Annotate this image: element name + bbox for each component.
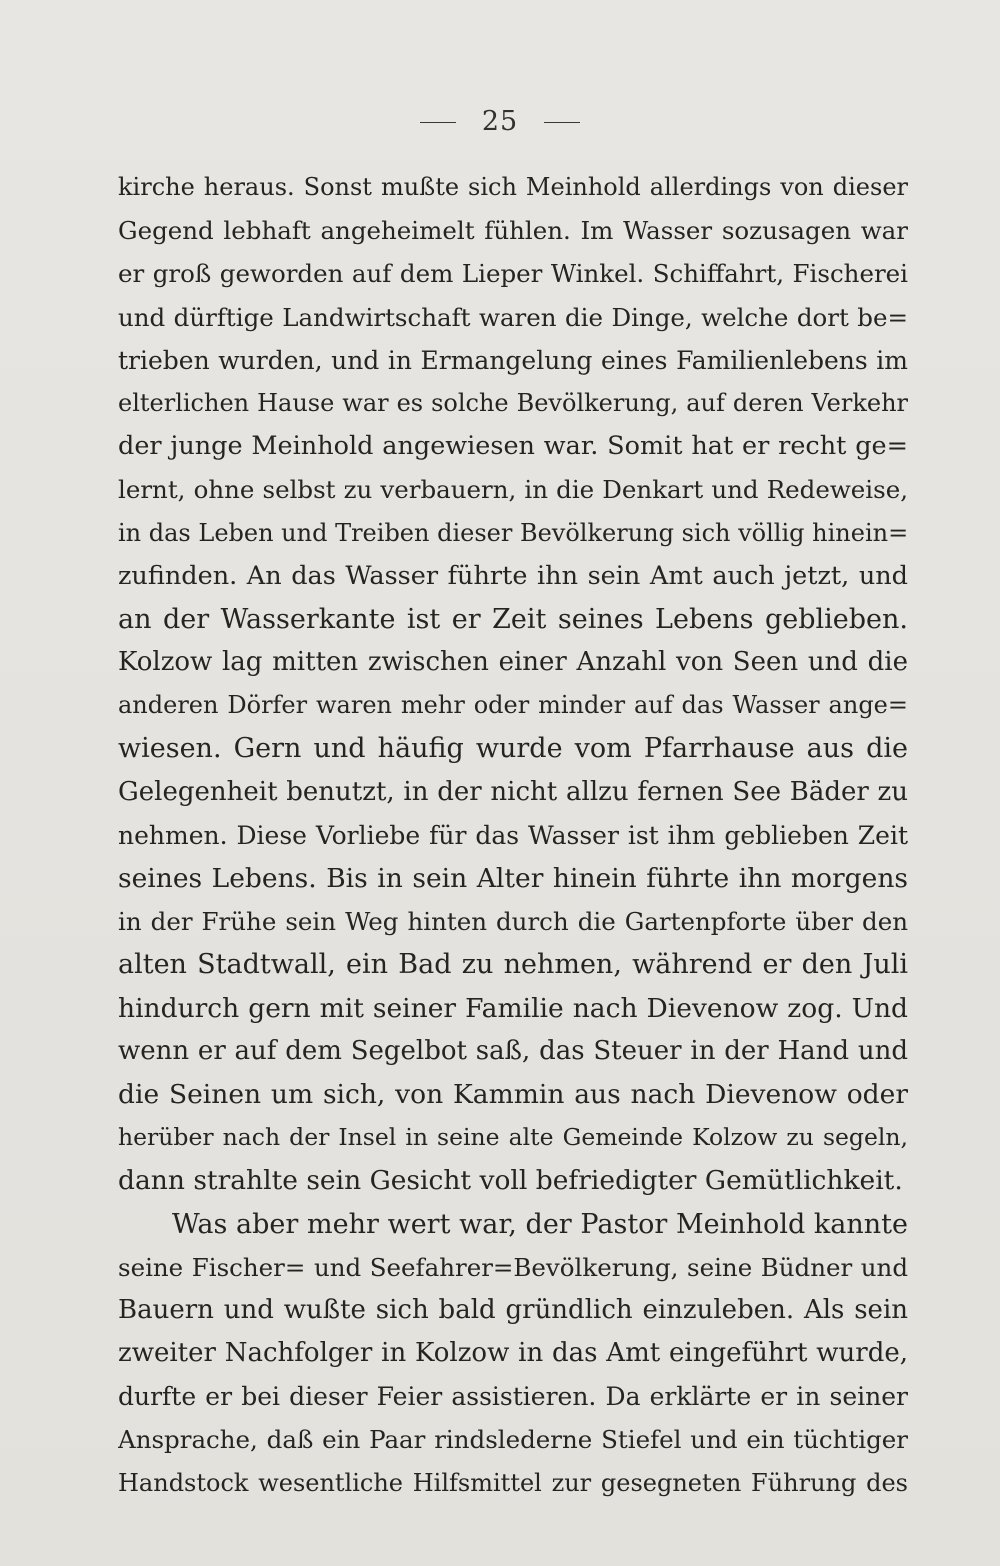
text-line: durfte er bei dieser Feier assistieren. Da erklärte er in seiner: [118, 1382, 908, 1412]
text-line: seine Fischer= und Seefahrer=Bevölkerung, seine Büdner und: [118, 1252, 908, 1282]
text-line-paragraph-start: Was aber mehr wert war, der Pastor Meinhold kannte: [172, 1208, 908, 1240]
page-number: 25: [481, 106, 519, 137]
text-line: Gelegenheit benutzt, in der nicht allzu fernen See Bäder zu: [118, 776, 908, 807]
header-dash-right: [544, 122, 580, 124]
text-line: wiesen. Gern und häufig wurde vom Pfarrhause aus die: [118, 733, 908, 765]
text-line: Kolzow lag mitten zwischen einer Anzahl von Seen und die: [118, 647, 908, 678]
text-line: wenn er auf dem Segelbot saß, das Steuer in der Hand und: [118, 1035, 908, 1066]
text-line: dann strahlte sein Gesicht voll befriedigter Gemütlichkeit.: [118, 1165, 903, 1197]
text-line: Handstock wesentliche Hilfsmittel zur gesegneten Führung des: [118, 1468, 908, 1497]
text-line: alten Stadtwall, ein Bad zu nehmen, während er den Juli: [118, 949, 908, 981]
header-dash-left: [420, 122, 456, 124]
text-line: an der Wasserkante ist er Zeit seines Lebens geblieben.: [118, 603, 908, 635]
text-line: elterlichen Hause war es solche Bevölkerung, auf deren Verkehr: [118, 388, 908, 417]
text-line: zweiter Nachfolger in Kolzow in das Amt eingeführt wurde,: [118, 1338, 908, 1369]
text-line: er groß geworden auf dem Lieper Winkel. Schiffahrt, Fischerei: [118, 259, 908, 289]
text-line: lernt, ohne selbst zu verbauern, in die Denkart und Redeweise,: [118, 475, 908, 505]
page-header: [0, 106, 1000, 137]
text-line: und dürftige Landwirtschaft waren die Dinge, welche dort be=: [118, 302, 908, 332]
text-line: der junge Meinhold angewiesen war. Somit hat er recht ge=: [118, 431, 908, 462]
text-line: trieben wurden, und in Ermangelung eines Familienlebens im: [118, 345, 908, 375]
text-line: Bauern und wußte sich bald gründlich einzuleben. Als sein: [118, 1294, 908, 1325]
body-text: [118, 166, 908, 1505]
text-line: kirche heraus. Sonst mußte sich Meinhold allerdings von dieser: [118, 173, 908, 201]
text-line: in der Frühe sein Weg hinten durch die Gartenpforte über den: [118, 907, 908, 937]
text-line: Gegend lebhaft angeheimelt fühlen. Im Wasser sozusagen war: [118, 216, 908, 246]
text-line: herüber nach der Insel in seine alte Gemeinde Kolzow zu segeln,: [118, 1123, 908, 1152]
text-line: in das Leben und Treiben dieser Bevölkerung sich völlig hinein=: [118, 518, 908, 547]
text-line: nehmen. Diese Vorliebe für das Wasser ist ihm geblieben Zeit: [118, 820, 908, 850]
text-line: Ansprache, daß ein Paar rindslederne Stiefel und ein tüchtiger: [118, 1425, 908, 1455]
text-line: zufinden. An das Wasser führte ihn sein Amt auch jetzt, und: [118, 560, 908, 591]
text-line: hindurch gern mit seiner Familie nach Dievenow zog. Und: [118, 992, 908, 1024]
text-line: anderen Dörfer waren mehr oder minder auf das Wasser ange=: [118, 691, 908, 720]
text-line: seines Lebens. Bis in sein Alter hinein führte ihn morgens: [118, 863, 908, 894]
text-line: die Seinen um sich, von Kammin aus nach Dievenow oder: [118, 1078, 908, 1110]
